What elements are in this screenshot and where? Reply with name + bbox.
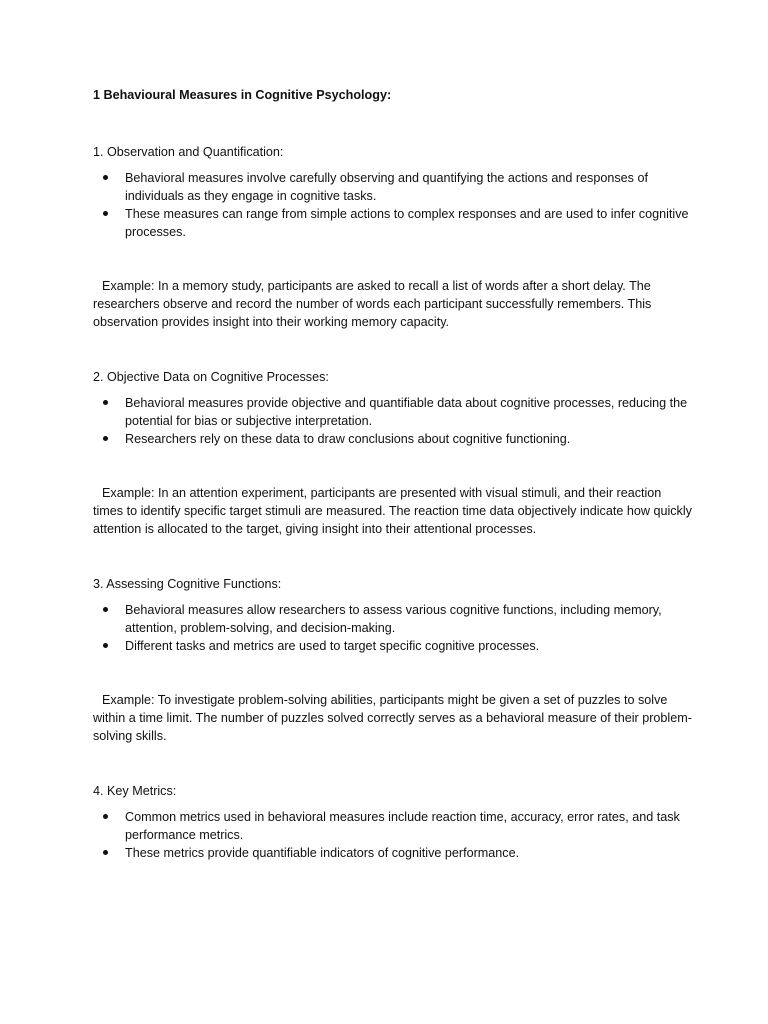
list-item: [93, 637, 693, 655]
example-paragraph: Example: In an attention experiment, participants are presented with visual stimuli, and their reaction times to identify specific target stimuli are measured. The reaction time data objectively indicate how quickly attention is allocated to the target, giving insight into their attentional processes.: [93, 486, 692, 536]
bullet-list: [93, 169, 693, 241]
list-item: [93, 394, 693, 430]
bullet-icon: [103, 850, 108, 855]
list-item: [93, 430, 693, 448]
list-item-text: Behavioral measures provide objective and quantifiable data about cognitive processes, reducing the potential for bias or subjective interpretation.: [125, 396, 688, 428]
section-heading: 3. Assessing Cognitive Functions:: [93, 577, 282, 591]
list-item: [93, 844, 693, 862]
section-heading: 1. Observation and Quantification:: [93, 145, 284, 159]
bullet-list: [93, 394, 693, 448]
bullet-icon: [103, 607, 108, 612]
bullet-list: [93, 601, 693, 655]
section-key-metrics: [93, 782, 693, 862]
bullet-icon: [103, 643, 108, 648]
section-objective-data: [93, 368, 693, 538]
list-item-text: Researchers rely on these data to draw conclusions about cognitive functioning.: [125, 432, 571, 446]
list-item-text: Common metrics used in behavioral measures include reaction time, accuracy, error rates, and task performance metrics.: [125, 810, 680, 842]
bullet-icon: [103, 400, 108, 405]
list-item: [93, 205, 693, 241]
bullet-list: [93, 808, 693, 862]
section-observation: [93, 143, 693, 331]
example-paragraph: Example: In a memory study, participants are asked to recall a list of words after a short delay. The researchers observe and record the number of words each participant successfully remembers. This observation provides insight into their working memory capacity.: [93, 279, 652, 329]
bullet-icon: [103, 436, 108, 441]
bullet-icon: [103, 175, 108, 180]
list-item-text: Behavioral measures involve carefully observing and quantifying the actions and responses of individuals as they engage in cognitive tasks.: [125, 171, 648, 203]
list-item-text: These measures can range from simple actions to complex responses and are used to infer cognitive processes.: [125, 207, 689, 239]
document-page: [93, 86, 693, 862]
bullet-icon: [103, 211, 108, 216]
list-item-text: These metrics provide quantifiable indicators of cognitive performance.: [125, 846, 520, 860]
bullet-icon: [103, 814, 108, 819]
section-assessing-functions: [93, 575, 693, 745]
section-heading: 4. Key Metrics:: [93, 784, 177, 798]
document-title: 1 Behavioural Measures in Cognitive Psychology:: [93, 88, 392, 102]
list-item: [93, 601, 693, 637]
list-item-text: Behavioral measures allow researchers to assess various cognitive functions, including memory, attention, problem-solving, and decision-making.: [125, 603, 662, 635]
list-item-text: Different tasks and metrics are used to target specific cognitive processes.: [125, 639, 540, 653]
section-heading: 2. Objective Data on Cognitive Processes:: [93, 370, 329, 384]
list-item: [93, 169, 693, 205]
list-item: [93, 808, 693, 844]
example-paragraph: Example: To investigate problem-solving abilities, participants might be given a set of puzzles to solve within a time limit. The number of puzzles solved correctly serves as a behavioral measure of their problem-solving skills.: [93, 693, 692, 743]
